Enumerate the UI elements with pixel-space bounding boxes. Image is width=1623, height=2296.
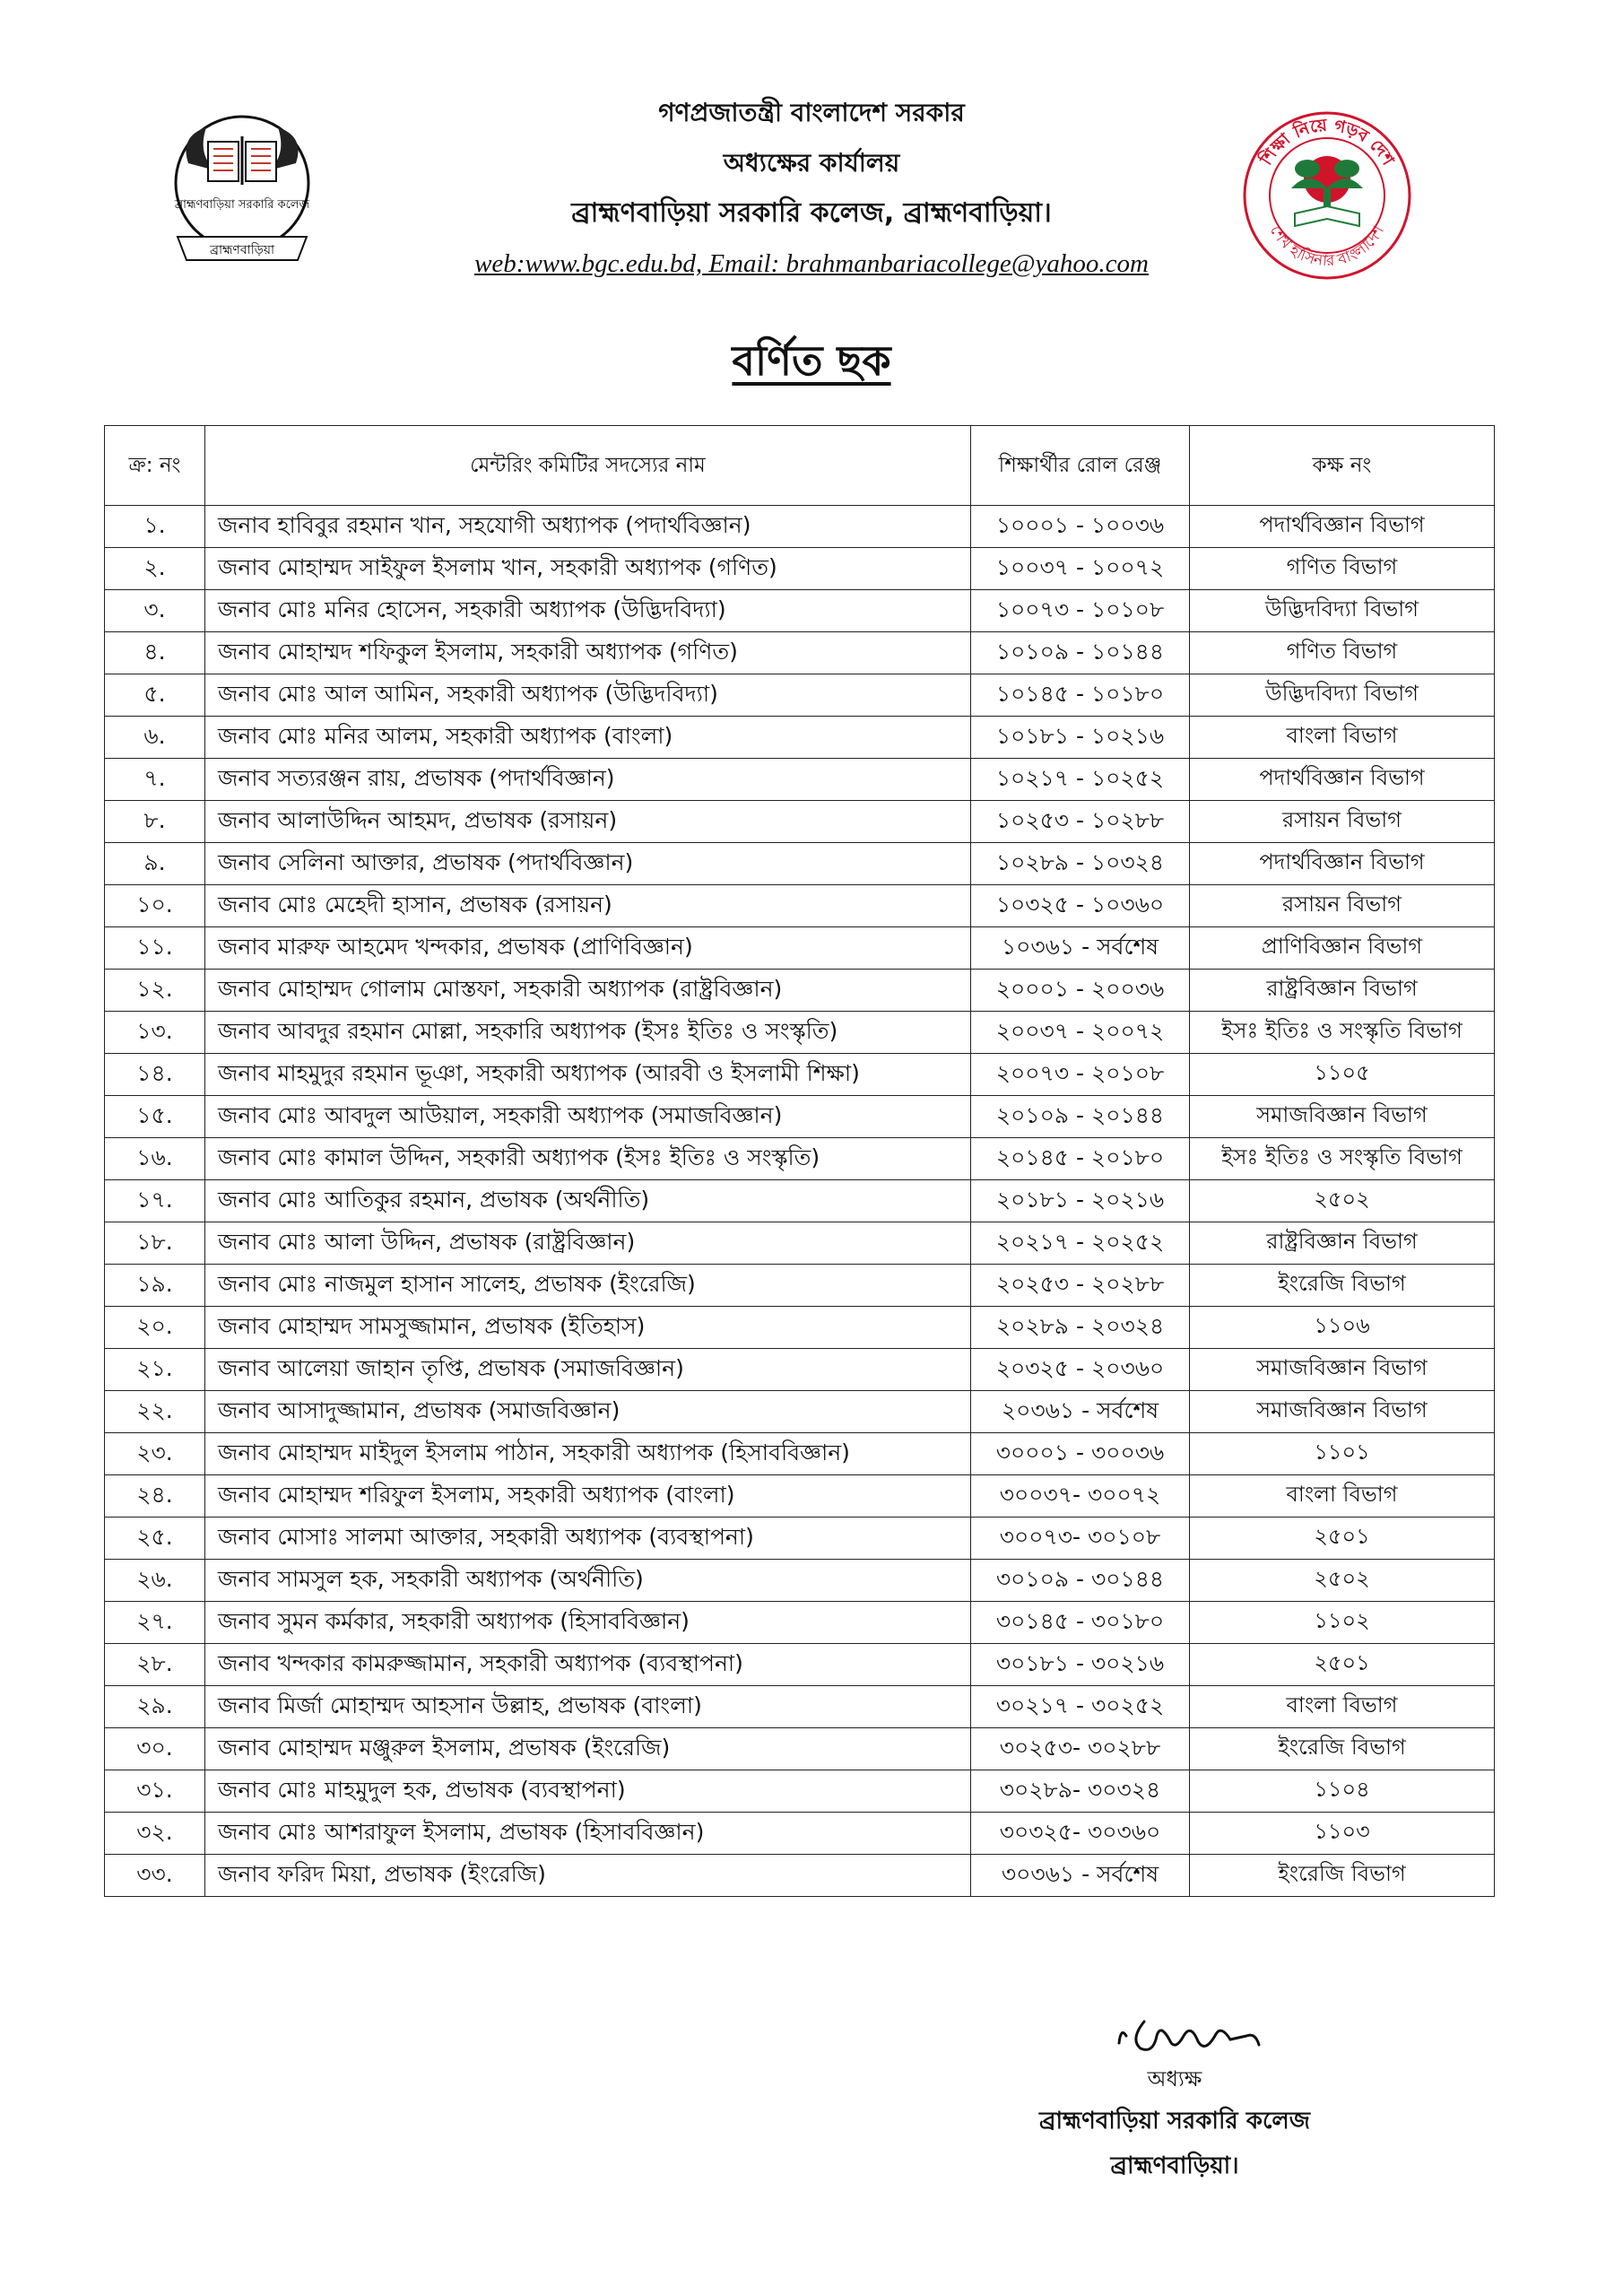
table-row bbox=[105, 1096, 1495, 1138]
row-roll-range: ১০২৫৩ - ১০২৮৮ bbox=[971, 801, 1190, 843]
row-roll-range: ২০২৫৩ - ২০২৮৮ bbox=[971, 1265, 1190, 1307]
row-roll-range: ২০২৮৯ - ২০৩২৪ bbox=[971, 1307, 1190, 1349]
row-roll-range: ২০৩২৫ - ২০৩৬০ bbox=[971, 1349, 1190, 1391]
row-serial: ২০. bbox=[105, 1307, 205, 1349]
row-roll-range: ১০৩৬১ - সর্বশেষ bbox=[971, 927, 1190, 970]
row-roll-range: ১০১৮১ - ১০২১৬ bbox=[971, 717, 1190, 759]
row-roll-range: ২০৩৬১ - সর্বশেষ bbox=[971, 1391, 1190, 1433]
letterhead bbox=[0, 88, 1623, 289]
row-room: সমাজবিজ্ঞান বিভাগ bbox=[1190, 1349, 1495, 1391]
row-serial: ১৪. bbox=[105, 1054, 205, 1096]
table-row bbox=[105, 1770, 1495, 1813]
row-roll-range: ৩০২১৭ - ৩০২৫২ bbox=[971, 1686, 1190, 1728]
table-row bbox=[105, 1138, 1495, 1180]
row-room: ইংরেজি বিভাগ bbox=[1190, 1728, 1495, 1770]
table-row bbox=[105, 1307, 1495, 1349]
row-member-name: জনাব আসাদুজ্জামান, প্রভাষক (সমাজবিজ্ঞান) bbox=[205, 1391, 971, 1433]
row-room: উদ্ভিদবিদ্যা বিভাগ bbox=[1190, 590, 1495, 632]
row-room: প্রাণিবিজ্ঞান বিভাগ bbox=[1190, 927, 1495, 970]
header-member-name: মেন্টরিং কমিটির সদস্যের নাম bbox=[205, 426, 971, 506]
row-member-name: জনাব আবদুর রহমান মোল্লা, সহকারি অধ্যাপক (ইসঃ ইতিঃ ও সংস্কৃতি) bbox=[205, 1012, 971, 1054]
row-serial: ১১. bbox=[105, 927, 205, 970]
row-roll-range: ৩০১০৯ - ৩০১৪৪ bbox=[971, 1560, 1190, 1602]
row-roll-range: ১০০০১ - ১০০৩৬ bbox=[971, 506, 1190, 548]
row-serial: ৯. bbox=[105, 843, 205, 885]
row-roll-range: ৩০৩৬১ - সর্বশেষ bbox=[971, 1855, 1190, 1897]
row-member-name: জনাব মোঃ আবদুল আউয়াল, সহকারী অধ্যাপক (সমাজবিজ্ঞান) bbox=[205, 1096, 971, 1138]
row-member-name: জনাব মোহাম্মদ সামসুজ্জামান, প্রভাষক (ইতিহাস) bbox=[205, 1307, 971, 1349]
row-member-name: জনাব ফরিদ মিয়া, প্রভাষক (ইংরেজি) bbox=[205, 1855, 971, 1897]
row-room: ইসঃ ইতিঃ ও সংস্কৃতি বিভাগ bbox=[1190, 1138, 1495, 1180]
office-name: অধ্যক্ষের কার্যালয় bbox=[723, 148, 900, 178]
row-roll-range: ৩০২৫৩- ৩০২৮৮ bbox=[971, 1728, 1190, 1770]
row-member-name: জনাব মোঃ মনির আলম, সহকারী অধ্যাপক (বাংলা) bbox=[205, 717, 971, 759]
row-member-name: জনাব মির্জা মোহাম্মদ আহসান উল্লাহ, প্রভাষক (বাংলা) bbox=[205, 1686, 971, 1728]
row-room: গণিত বিভাগ bbox=[1190, 632, 1495, 674]
signature-designation: অধ্যক্ষ bbox=[1147, 2066, 1202, 2092]
table-row bbox=[105, 801, 1495, 843]
table-row bbox=[105, 632, 1495, 674]
table-header-row bbox=[105, 426, 1495, 506]
row-serial: ১৭. bbox=[105, 1180, 205, 1222]
table-row bbox=[105, 1728, 1495, 1770]
row-member-name: জনাব মোঃ নাজমুল হাসান সালেহ, প্রভাষক (ইংরেজি) bbox=[205, 1265, 971, 1307]
row-room: সমাজবিজ্ঞান বিভাগ bbox=[1190, 1391, 1495, 1433]
table-row bbox=[105, 1644, 1495, 1686]
row-serial: ৮. bbox=[105, 801, 205, 843]
row-room: রসায়ন বিভাগ bbox=[1190, 885, 1495, 927]
table-row bbox=[105, 674, 1495, 717]
row-member-name: জনাব খন্দকার কামরুজ্জামান, সহকারী অধ্যাপক (ব্যবস্থাপনা) bbox=[205, 1644, 971, 1686]
table-row bbox=[105, 843, 1495, 885]
row-room: ২৫০১ bbox=[1190, 1518, 1495, 1560]
row-serial: ২৪. bbox=[105, 1475, 205, 1518]
table-row bbox=[105, 1180, 1495, 1222]
row-member-name: জনাব মোঃ আলা উদ্দিন, প্রভাষক (রাষ্ট্রবিজ্ঞান) bbox=[205, 1222, 971, 1265]
table-row bbox=[105, 1012, 1495, 1054]
row-room: ১১০৪ bbox=[1190, 1770, 1495, 1813]
table-row bbox=[105, 885, 1495, 927]
row-member-name: জনাব মোহাম্মদ গোলাম মোস্তফা, সহকারী অধ্যাপক (রাষ্ট্রবিজ্ঞান) bbox=[205, 970, 971, 1012]
row-member-name: জনাব মোঃ মেহেদী হাসান, প্রভাষক (রসায়ন) bbox=[205, 885, 971, 927]
row-serial: ৩১. bbox=[105, 1770, 205, 1813]
row-roll-range: ১০০৩৭ - ১০০৭২ bbox=[971, 548, 1190, 590]
table-row bbox=[105, 759, 1495, 801]
row-member-name: জনাব মোঃ আশরাফুল ইসলাম, প্রভাষক (হিসাববিজ্ঞান) bbox=[205, 1813, 971, 1855]
row-serial: ৩০. bbox=[105, 1728, 205, 1770]
row-serial: ১৬. bbox=[105, 1138, 205, 1180]
row-room: ইংরেজি বিভাগ bbox=[1190, 1265, 1495, 1307]
row-serial: ১৮. bbox=[105, 1222, 205, 1265]
row-room: পদার্থবিজ্ঞান বিভাগ bbox=[1190, 759, 1495, 801]
table-row bbox=[105, 1686, 1495, 1728]
signature-institution-block bbox=[950, 2099, 1399, 2188]
row-member-name: জনাব মোহাম্মদ মাইদুল ইসলাম পাঠান, সহকারী অধ্যাপক (হিসাববিজ্ঞান) bbox=[205, 1433, 971, 1475]
row-serial: ২৯. bbox=[105, 1686, 205, 1728]
row-serial: ১০. bbox=[105, 885, 205, 927]
table-row bbox=[105, 717, 1495, 759]
row-roll-range: ১০১০৯ - ১০১৪৪ bbox=[971, 632, 1190, 674]
row-room: ২৫০২ bbox=[1190, 1180, 1495, 1222]
row-serial: ২৩. bbox=[105, 1433, 205, 1475]
row-member-name: জনাব মোসাঃ সালমা আক্তার, সহকারী অধ্যাপক (ব্যবস্থাপনা) bbox=[205, 1518, 971, 1560]
row-roll-range: ২০১০৯ - ২০১৪৪ bbox=[971, 1096, 1190, 1138]
row-roll-range: ১০১৪৫ - ১০১৮০ bbox=[971, 674, 1190, 717]
row-member-name: জনাব সুমন কর্মকার, সহকারী অধ্যাপক (হিসাববিজ্ঞান) bbox=[205, 1602, 971, 1644]
row-roll-range: ১০০৭৩ - ১০১০৮ bbox=[971, 590, 1190, 632]
row-room: ইসঃ ইতিঃ ও সংস্কৃতি বিভাগ bbox=[1190, 1012, 1495, 1054]
row-member-name: জনাব মোহাম্মদ সাইফুল ইসলাম খান, সহকারী অধ্যাপক (গণিত) bbox=[205, 548, 971, 590]
row-room: উদ্ভিদবিদ্যা বিভাগ bbox=[1190, 674, 1495, 717]
row-roll-range: ৩০০০১ - ৩০০৩৬ bbox=[971, 1433, 1190, 1475]
row-room: পদার্থবিজ্ঞান বিভাগ bbox=[1190, 506, 1495, 548]
row-roll-range: ১০৩২৫ - ১০৩৬০ bbox=[971, 885, 1190, 927]
row-room: গণিত বিভাগ bbox=[1190, 548, 1495, 590]
row-serial: ৩. bbox=[105, 590, 205, 632]
mentoring-table bbox=[104, 425, 1495, 1897]
table-row bbox=[105, 1813, 1495, 1855]
row-member-name: জনাব মোহাম্মদ মঞ্জুরুল ইসলাম, প্রভাষক (ইংরেজি) bbox=[205, 1728, 971, 1770]
signature bbox=[986, 2009, 1363, 2063]
row-roll-range: ২০১৮১ - ২০২১৬ bbox=[971, 1180, 1190, 1222]
header-room: কক্ষ নং bbox=[1190, 426, 1495, 506]
row-member-name: জনাব মারুফ আহমেদ খন্দকার, প্রভাষক (প্রাণিবিজ্ঞান) bbox=[205, 927, 971, 970]
row-member-name: জনাব মোঃ মনির হোসেন, সহকারী অধ্যাপক (উদ্ভিদবিদ্যা) bbox=[205, 590, 971, 632]
row-room: বাংলা বিভাগ bbox=[1190, 717, 1495, 759]
table-row bbox=[105, 970, 1495, 1012]
row-serial: ১. bbox=[105, 506, 205, 548]
row-room: রাষ্ট্রবিজ্ঞান বিভাগ bbox=[1190, 970, 1495, 1012]
svg-text:শিক্ষা নিয়ে গড়ব দেশ: শিক্ষা নিয়ে গড়ব দেশ bbox=[1256, 115, 1399, 170]
header-serial: ক্র: নং bbox=[105, 426, 205, 506]
row-room: রাষ্ট্রবিজ্ঞান বিভাগ bbox=[1190, 1222, 1495, 1265]
signature-institution: ব্রাহ্মণবাড়িয়া সরকারি কলেজ bbox=[1038, 2108, 1311, 2135]
row-room: ১১০১ bbox=[1190, 1433, 1495, 1475]
row-roll-range: ৩০০৩৭- ৩০০৭২ bbox=[971, 1475, 1190, 1518]
row-serial: ২৮. bbox=[105, 1644, 205, 1686]
table-row bbox=[105, 1855, 1495, 1897]
row-roll-range: ২০১৪৫ - ২০১৮০ bbox=[971, 1138, 1190, 1180]
row-member-name: জনাব মোহাম্মদ শরিফুল ইসলাম, সহকারী অধ্যাপক (বাংলা) bbox=[205, 1475, 971, 1518]
table-body bbox=[105, 506, 1495, 1897]
row-roll-range: ২০২১৭ - ২০২৫২ bbox=[971, 1222, 1190, 1265]
row-member-name: জনাব মোহাম্মদ শফিকুল ইসলাম, সহকারী অধ্যাপক (গণিত) bbox=[205, 632, 971, 674]
government-name: গণপ্রজাতন্ত্রী বাংলাদেশ সরকার bbox=[658, 98, 965, 127]
row-serial: ৭. bbox=[105, 759, 205, 801]
svg-text:ব্রাহ্মণবাড়িয়া: ব্রাহ্মণবাড়িয়া bbox=[209, 243, 275, 257]
table-row bbox=[105, 1518, 1495, 1560]
table-row bbox=[105, 1391, 1495, 1433]
row-member-name: জনাব মোঃ মাহমুদুল হক, প্রভাষক (ব্যবস্থাপনা) bbox=[205, 1770, 971, 1813]
table-row bbox=[105, 1265, 1495, 1307]
row-member-name: জনাব মোঃ কামাল উদ্দিন, সহকারী অধ্যাপক (ইসঃ ইতিঃ ও সংস্কৃতি) bbox=[205, 1138, 971, 1180]
row-serial: ২২. bbox=[105, 1391, 205, 1433]
row-serial: ১৩. bbox=[105, 1012, 205, 1054]
row-serial: ২৬. bbox=[105, 1560, 205, 1602]
row-room: ২৫০১ bbox=[1190, 1644, 1495, 1686]
table-row bbox=[105, 1054, 1495, 1096]
contact-line: web:www.bgc.edu.bd, Email: brahmanbariacollege@yahoo.com bbox=[474, 249, 1149, 278]
header-roll-range: শিক্ষার্থীর রোল রেঞ্জ bbox=[971, 426, 1190, 506]
row-serial: ২. bbox=[105, 548, 205, 590]
row-member-name: জনাব আলাউদ্দিন আহমদ, প্রভাষক (রসায়ন) bbox=[205, 801, 971, 843]
table-row bbox=[105, 548, 1495, 590]
row-member-name: জনাব হাবিবুর রহমান খান, সহযোগী অধ্যাপক (পদার্থবিজ্ঞান) bbox=[205, 506, 971, 548]
row-room: ১১০৬ bbox=[1190, 1307, 1495, 1349]
row-serial: ৩২. bbox=[105, 1813, 205, 1855]
table-row bbox=[105, 927, 1495, 970]
document-title: বর্ণিত ছক bbox=[732, 336, 891, 385]
row-serial: ৩৩. bbox=[105, 1855, 205, 1897]
row-serial: ২৫. bbox=[105, 1518, 205, 1560]
row-room: ১১০৫ bbox=[1190, 1054, 1495, 1096]
row-roll-range: ৩০০৭৩- ৩০১০৮ bbox=[971, 1518, 1190, 1560]
row-serial: ৬. bbox=[105, 717, 205, 759]
row-serial: ৫. bbox=[105, 674, 205, 717]
row-room: বাংলা বিভাগ bbox=[1190, 1686, 1495, 1728]
row-serial: ১৫. bbox=[105, 1096, 205, 1138]
row-roll-range: ১০২১৭ - ১০২৫২ bbox=[971, 759, 1190, 801]
row-member-name: জনাব মোঃ আতিকুর রহমান, প্রভাষক (অর্থনীতি) bbox=[205, 1180, 971, 1222]
row-roll-range: ২০০৭৩ - ২০১০৮ bbox=[971, 1054, 1190, 1096]
row-serial: ১২. bbox=[105, 970, 205, 1012]
row-roll-range: ২০০০১ - ২০০৩৬ bbox=[971, 970, 1190, 1012]
table-row bbox=[105, 1433, 1495, 1475]
row-serial: ২৭. bbox=[105, 1602, 205, 1644]
row-room: রসায়ন বিভাগ bbox=[1190, 801, 1495, 843]
row-serial: ২১. bbox=[105, 1349, 205, 1391]
table-row bbox=[105, 1222, 1495, 1265]
table-row bbox=[105, 1602, 1495, 1644]
row-roll-range: ২০০৩৭ - ২০০৭২ bbox=[971, 1012, 1190, 1054]
table-row bbox=[105, 1560, 1495, 1602]
table-row bbox=[105, 1475, 1495, 1518]
row-room: ২৫০২ bbox=[1190, 1560, 1495, 1602]
row-serial: ১৯. bbox=[105, 1265, 205, 1307]
row-room: বাংলা বিভাগ bbox=[1190, 1475, 1495, 1518]
row-room: সমাজবিজ্ঞান বিভাগ bbox=[1190, 1096, 1495, 1138]
signature-place: ব্রাহ্মণবাড়িয়া। bbox=[1110, 2152, 1239, 2179]
row-room: ১১০২ bbox=[1190, 1602, 1495, 1644]
row-room: ইংরেজি বিভাগ bbox=[1190, 1855, 1495, 1897]
table-row bbox=[105, 1349, 1495, 1391]
svg-text:ব্রাহ্মণবাড়িয়া সরকারি কলেজ: ব্রাহ্মণবাড়িয়া সরকারি কলেজ bbox=[174, 198, 310, 212]
row-room: ১১০৩ bbox=[1190, 1813, 1495, 1855]
row-member-name: জনাব আলেয়া জাহান তৃপ্তি, প্রভাষক (সমাজবিজ্ঞান) bbox=[205, 1349, 971, 1391]
row-roll-range: ৩০১৮১ - ৩০২১৬ bbox=[971, 1644, 1190, 1686]
row-roll-range: ৩০১৪৫ - ৩০১৮০ bbox=[971, 1602, 1190, 1644]
row-member-name: জনাব সত্যরঞ্জন রায়, প্রভাষক (পদার্থবিজ্ঞান) bbox=[205, 759, 971, 801]
row-member-name: জনাব সেলিনা আক্তার, প্রভাষক (পদার্থবিজ্ঞান) bbox=[205, 843, 971, 885]
svg-text:শেখ হাসিনার বাংলাদেশ: শেখ হাসিনার বাংলাদেশ bbox=[1265, 222, 1388, 271]
row-member-name: জনাব মোঃ আল আমিন, সহকারী অধ্যাপক (উদ্ভিদবিদ্যা) bbox=[205, 674, 971, 717]
table-row bbox=[105, 590, 1495, 632]
row-roll-range: ১০২৮৯ - ১০৩২৪ bbox=[971, 843, 1190, 885]
row-roll-range: ৩০৩২৫- ৩০৩৬০ bbox=[971, 1813, 1190, 1855]
table-row bbox=[105, 506, 1495, 548]
row-member-name: জনাব মাহমুদুর রহমান ভূঞা, সহকারী অধ্যাপক (আরবী ও ইসলামী শিক্ষা) bbox=[205, 1054, 971, 1096]
row-roll-range: ৩০২৮৯- ৩০৩২৪ bbox=[971, 1770, 1190, 1813]
college-name: ব্রাহ্মণবাড়িয়া সরকারি কলেজ, ব্রাহ্মণবাড়িয়া। bbox=[571, 197, 1052, 229]
row-room: পদার্থবিজ্ঞান বিভাগ bbox=[1190, 843, 1495, 885]
row-member-name: জনাব সামসুল হক, সহকারী অধ্যাপক (অর্থনীতি) bbox=[205, 1560, 971, 1602]
row-serial: ৪. bbox=[105, 632, 205, 674]
